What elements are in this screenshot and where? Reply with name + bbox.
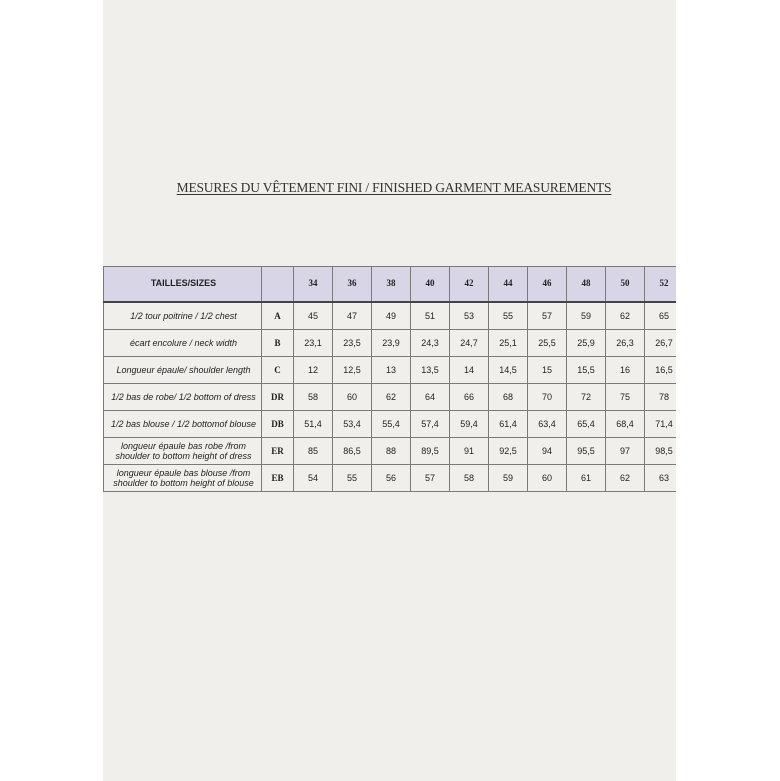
table-row: [104, 383, 677, 410]
measurement-value: 13,5: [411, 356, 450, 383]
size-header-38: 38: [372, 267, 411, 303]
measurement-value: 16: [606, 356, 645, 383]
size-header-50: 50: [606, 267, 645, 303]
table-row: [104, 464, 677, 491]
measurement-value: 15: [528, 356, 567, 383]
measurement-value: 55: [333, 464, 372, 491]
measurement-value: 72: [567, 383, 606, 410]
measurement-value: 62: [372, 383, 411, 410]
size-header-42: 42: [450, 267, 489, 303]
measurement-value: 78: [645, 383, 677, 410]
measurement-value: 12,5: [333, 356, 372, 383]
measurement-code: DR: [262, 383, 294, 410]
document-title: MESURES DU VÊTEMENT FINI / FINISHED GARMENT MEASUREMENTS: [176, 180, 612, 195]
table-body: [104, 302, 677, 491]
measurement-value: 68: [489, 383, 528, 410]
size-chart-table: [103, 266, 676, 492]
measurement-value: 68,4: [606, 410, 645, 437]
measurement-label: écart encolure / neck width: [104, 329, 262, 356]
measurement-value: 23,1: [294, 329, 333, 356]
size-header-52: 52: [645, 267, 677, 303]
measurement-code: DB: [262, 410, 294, 437]
measurement-value: 51,4: [294, 410, 333, 437]
measurement-value: 92,5: [489, 437, 528, 464]
table-row: [104, 302, 677, 329]
table-row: [104, 356, 677, 383]
measurement-value: 49: [372, 302, 411, 329]
size-header-48: 48: [567, 267, 606, 303]
measurement-value: 53,4: [333, 410, 372, 437]
measurement-value: 97: [606, 437, 645, 464]
measurement-label: 1/2 bas blouse / 1/2 bottomof blouse: [104, 410, 262, 437]
measurement-value: 55,4: [372, 410, 411, 437]
measurement-code: EB: [262, 464, 294, 491]
measurement-value: 60: [528, 464, 567, 491]
measurement-value: 25,9: [567, 329, 606, 356]
size-header-36: 36: [333, 267, 372, 303]
measurement-value: 64: [411, 383, 450, 410]
measurement-value: 59: [567, 302, 606, 329]
measurement-value: 89,5: [411, 437, 450, 464]
measurement-value: 23,9: [372, 329, 411, 356]
measurement-value: 63: [645, 464, 677, 491]
sizes-header-label: TAILLES/SIZES: [104, 267, 262, 303]
measurement-value: 26,3: [606, 329, 645, 356]
measurement-value: 85: [294, 437, 333, 464]
table-row: [104, 410, 677, 437]
measurement-value: 54: [294, 464, 333, 491]
measurement-value: 71,4: [645, 410, 677, 437]
measurement-code: ER: [262, 437, 294, 464]
table-header-row: [104, 267, 677, 303]
measurement-value: 63,4: [528, 410, 567, 437]
measurement-value: 45: [294, 302, 333, 329]
measurement-value: 53: [450, 302, 489, 329]
measurement-label: Longueur épaule/ shoulder length: [104, 356, 262, 383]
measurement-code: C: [262, 356, 294, 383]
measurement-value: 70: [528, 383, 567, 410]
measurement-value: 55: [489, 302, 528, 329]
measurement-value: 23,5: [333, 329, 372, 356]
measurement-label: 1/2 bas de robe/ 1/2 bottom of dress: [104, 383, 262, 410]
measurement-value: 88: [372, 437, 411, 464]
measurement-value: 13: [372, 356, 411, 383]
measurement-value: 91: [450, 437, 489, 464]
measurement-value: 98,5: [645, 437, 677, 464]
measurement-value: 24,3: [411, 329, 450, 356]
measurement-value: 65,4: [567, 410, 606, 437]
measurement-value: 94: [528, 437, 567, 464]
measurement-value: 61: [567, 464, 606, 491]
measurement-value: 12: [294, 356, 333, 383]
size-header-34: 34: [294, 267, 333, 303]
measurement-value: 58: [450, 464, 489, 491]
measurement-value: 14: [450, 356, 489, 383]
measurement-value: 65: [645, 302, 677, 329]
measurement-value: 59,4: [450, 410, 489, 437]
measurement-value: 60: [333, 383, 372, 410]
code-header-cell: [262, 267, 294, 303]
table-row: [104, 329, 677, 356]
measurement-code: A: [262, 302, 294, 329]
measurement-value: 62: [606, 464, 645, 491]
measurement-value: 15,5: [567, 356, 606, 383]
measurement-value: 86,5: [333, 437, 372, 464]
measurement-value: 75: [606, 383, 645, 410]
measurement-value: 95,5: [567, 437, 606, 464]
measurement-value: 14,5: [489, 356, 528, 383]
measurement-label: longueur épaule bas robe /from shoulder to bottom height of dress: [104, 437, 262, 464]
measurement-label: 1/2 tour poitrine / 1/2 chest: [104, 302, 262, 329]
measurement-value: 47: [333, 302, 372, 329]
measurement-value: 58: [294, 383, 333, 410]
measurement-value: 24,7: [450, 329, 489, 356]
measurement-value: 66: [450, 383, 489, 410]
measurement-value: 57,4: [411, 410, 450, 437]
measurement-value: 57: [528, 302, 567, 329]
measurement-value: 62: [606, 302, 645, 329]
table-row: [104, 437, 677, 464]
measurement-value: 56: [372, 464, 411, 491]
measurement-value: 25,5: [528, 329, 567, 356]
measurement-value: 61,4: [489, 410, 528, 437]
size-header-44: 44: [489, 267, 528, 303]
measurement-value: 16,5: [645, 356, 677, 383]
size-header-46: 46: [528, 267, 567, 303]
measurement-value: 57: [411, 464, 450, 491]
measurement-code: B: [262, 329, 294, 356]
measurement-value: 51: [411, 302, 450, 329]
measurement-value: 25,1: [489, 329, 528, 356]
document-page: [103, 0, 676, 781]
measurement-label: longueur épaule bas blouse /from shoulder to bottom height of blouse: [104, 464, 262, 491]
measurement-value: 59: [489, 464, 528, 491]
size-header-40: 40: [411, 267, 450, 303]
measurement-value: 26,7: [645, 329, 677, 356]
